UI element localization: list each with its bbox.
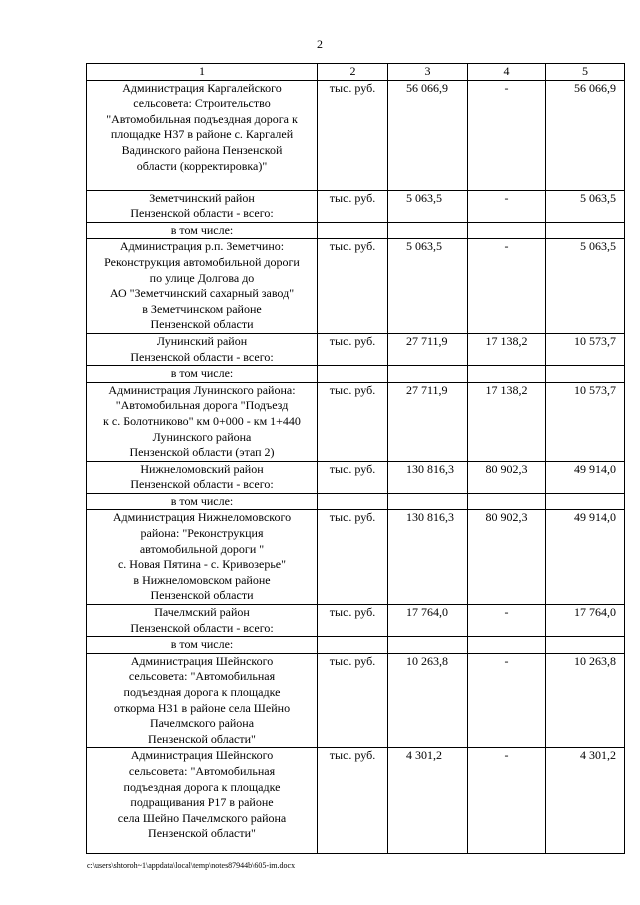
col5-cell: 10 263,8	[546, 653, 625, 748]
unit-cell: тыс. руб.	[318, 333, 388, 365]
table-row	[87, 653, 625, 748]
total-cell: 130 816,3	[388, 461, 468, 493]
col5-cell: 49 914,0	[546, 461, 625, 493]
unit-cell: тыс. руб.	[318, 605, 388, 637]
sub-label-cell: в том числе:	[87, 366, 318, 383]
unit-cell: тыс. руб.	[318, 461, 388, 493]
empty-cell	[388, 637, 468, 654]
unit-cell: тыс. руб.	[318, 510, 388, 605]
unit-cell: тыс. руб.	[318, 748, 388, 854]
empty-cell	[318, 222, 388, 239]
budget-table	[86, 63, 625, 854]
unit-cell: тыс. руб.	[318, 190, 388, 222]
name-cell: Администрация Каргалейского сельсовета: Строительство "Автомобильная подъездная дорога к площадке Н37 в районе с. Каргалей Вадинского района Пензенской области (корректировка)"	[87, 80, 318, 190]
table-row	[87, 510, 625, 605]
sub-label-cell: в том числе:	[87, 637, 318, 654]
name-cell: Администрация р.п. Земетчино: Реконструкция автомобильной дороги по улице Долгова до АО "Земетчинский сахарный завод" в Земетчинском районе Пензенской области	[87, 239, 318, 334]
table-row	[87, 382, 625, 461]
header-col-1: 1	[87, 64, 318, 81]
unit-cell: тыс. руб.	[318, 80, 388, 190]
total-cell: 27 711,9	[388, 333, 468, 365]
empty-cell	[546, 493, 625, 510]
district-total-row	[87, 333, 625, 365]
subtotal-label-row	[87, 366, 625, 383]
name-cell: Администрация Шейнского сельсовета: "Автомобильная подъездная дорога к площадке откорма Н31 в районе села Шейно Пачелмского района Пензенской области"	[87, 653, 318, 748]
name-cell: Земетчинский район Пензенской области - всего:	[87, 190, 318, 222]
col4-cell: -	[468, 653, 546, 748]
total-cell: 27 711,9	[388, 382, 468, 461]
unit-cell: тыс. руб.	[318, 239, 388, 334]
total-cell: 5 063,5	[388, 190, 468, 222]
col4-cell: 80 902,3	[468, 461, 546, 493]
empty-cell	[388, 366, 468, 383]
unit-cell: тыс. руб.	[318, 382, 388, 461]
col4-cell: 80 902,3	[468, 510, 546, 605]
empty-cell	[468, 493, 546, 510]
col5-cell: 17 764,0	[546, 605, 625, 637]
header-col-5: 5	[546, 64, 625, 81]
district-total-row	[87, 461, 625, 493]
subtotal-label-row	[87, 637, 625, 654]
empty-cell	[318, 366, 388, 383]
col5-cell: 5 063,5	[546, 190, 625, 222]
empty-cell	[546, 637, 625, 654]
col5-cell: 49 914,0	[546, 510, 625, 605]
col4-cell: -	[468, 748, 546, 854]
col4-cell: -	[468, 605, 546, 637]
col5-cell: 10 573,7	[546, 333, 625, 365]
col5-cell: 56 066,9	[546, 80, 625, 190]
name-cell: Лунинский район Пензенской области - всего:	[87, 333, 318, 365]
empty-cell	[468, 222, 546, 239]
name-cell: Администрация Лунинского района: "Автомобильная дорога "Подъезд к с. Болотниково" км 0+000 - км 1+440 Лунинского района Пензенской области (этап 2)	[87, 382, 318, 461]
table-row	[87, 748, 625, 854]
total-cell: 56 066,9	[388, 80, 468, 190]
header-col-4: 4	[468, 64, 546, 81]
empty-cell	[388, 493, 468, 510]
header-row	[87, 64, 625, 81]
col4-cell: 17 138,2	[468, 333, 546, 365]
col5-cell: 5 063,5	[546, 239, 625, 334]
district-total-row	[87, 605, 625, 637]
subtotal-label-row	[87, 222, 625, 239]
empty-cell	[468, 637, 546, 654]
empty-cell	[546, 222, 625, 239]
total-cell: 130 816,3	[388, 510, 468, 605]
table-row	[87, 239, 625, 334]
empty-cell	[468, 366, 546, 383]
empty-cell	[318, 637, 388, 654]
empty-cell	[546, 366, 625, 383]
name-cell: Пачелмский район Пензенской области - всего:	[87, 605, 318, 637]
col5-cell: 4 301,2	[546, 748, 625, 854]
footer-file-path: c:\users\shtoroh~1\appdata\local\temp\notes87944b\605-im.docx	[87, 861, 296, 870]
total-cell: 5 063,5	[388, 239, 468, 334]
name-cell: Администрация Шейнского сельсовета: "Автомобильная подъездная дорога к площадке подращивания Р17 в районе села Шейно Пачелмского района Пензенской области"	[87, 748, 318, 854]
total-cell: 17 764,0	[388, 605, 468, 637]
col4-cell: -	[468, 190, 546, 222]
total-cell: 4 301,2	[388, 748, 468, 854]
sub-label-cell: в том числе:	[87, 493, 318, 510]
header-col-3: 3	[388, 64, 468, 81]
district-total-row	[87, 190, 625, 222]
header-col-2: 2	[318, 64, 388, 81]
empty-cell	[318, 493, 388, 510]
col4-cell: -	[468, 80, 546, 190]
unit-cell: тыс. руб.	[318, 653, 388, 748]
col5-cell: 10 573,7	[546, 382, 625, 461]
name-cell: Администрация Нижнеломовского района: "Реконструкция автомобильной дороги " с. Новая Пятина - с. Кривозерье" в Нижнеломовском районе Пензенской области	[87, 510, 318, 605]
name-cell: Нижнеломовский район Пензенской области - всего:	[87, 461, 318, 493]
total-cell: 10 263,8	[388, 653, 468, 748]
page-number: 2	[317, 37, 323, 51]
col4-cell: 17 138,2	[468, 382, 546, 461]
sub-label-cell: в том числе:	[87, 222, 318, 239]
empty-cell	[388, 222, 468, 239]
subtotal-label-row	[87, 493, 625, 510]
table-row	[87, 80, 625, 190]
col4-cell: -	[468, 239, 546, 334]
